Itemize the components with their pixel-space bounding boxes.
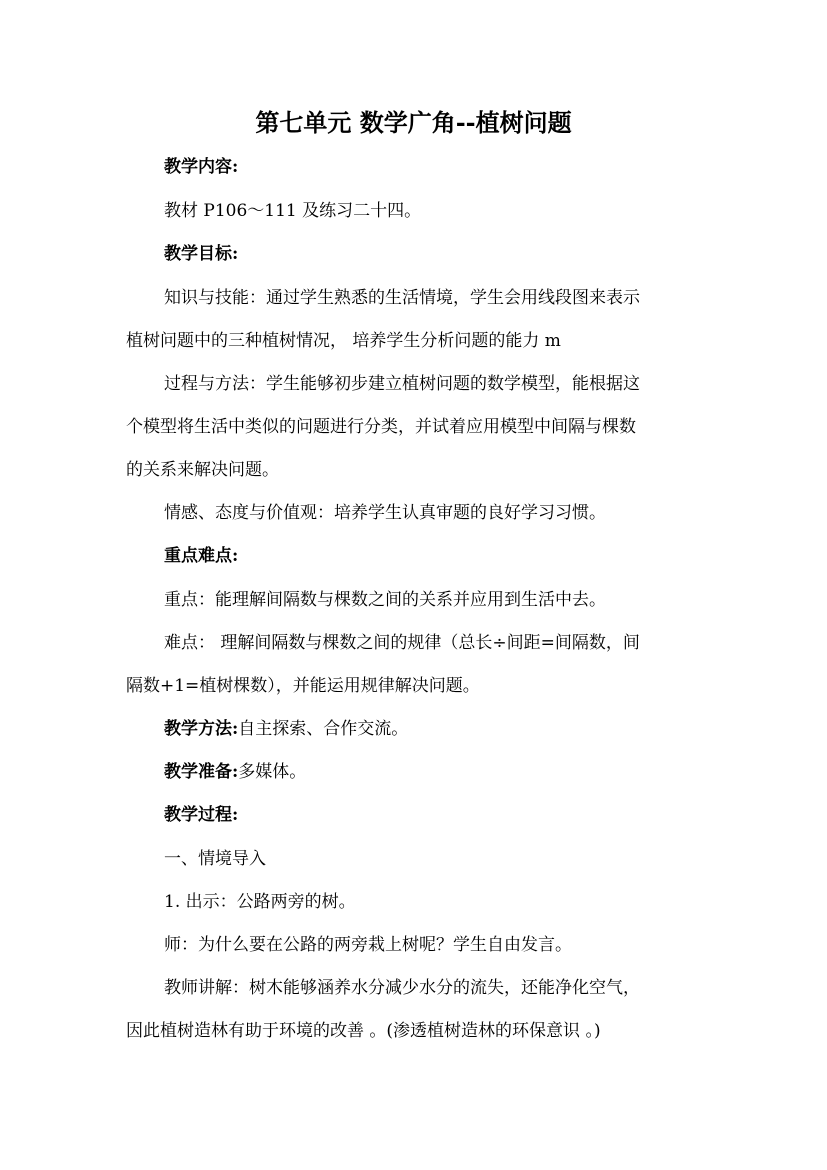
method-text: 自主探索、合作交流。 xyxy=(238,719,409,739)
paragraph-goal2-line2: 个模型将生活中类似的问题进行分类，并试着应用模型中间隔与棵数 xyxy=(126,417,636,437)
prep-text: 多媒体。 xyxy=(238,762,307,782)
paragraph-teacher-question: 师：为什么要在公路的两旁栽上树呢？学生自由发言。 xyxy=(164,935,572,955)
heading-teaching-goals: 教学目标: xyxy=(164,244,239,264)
paragraph-preparation xyxy=(164,761,306,783)
paragraph-explanation-line1: 教师讲解：树木能够涵养水分减少水分的流失，还能净化空气， xyxy=(164,978,640,998)
heading-key-points: 重点难点: xyxy=(164,546,239,566)
paragraph-key-point: 重点：能理解间隔数与棵数之间的关系并应用到生活中去。 xyxy=(164,590,606,610)
paragraph-difficulty-line2: 隔数+1=植树棵数），并能运用规律解决问题。 xyxy=(126,676,480,696)
paragraph-goal2-line3: 的关系来解决问题。 xyxy=(126,460,279,480)
document-title: 第七单元 数学广角--植树问题 xyxy=(255,108,572,137)
prep-label: 教学准备: xyxy=(164,762,239,782)
heading-teaching-content: 教学内容: xyxy=(164,157,239,177)
paragraph-explanation-line2: 因此植树造林有助于环境的改善 。(渗透植树造林的环保意识 。) xyxy=(126,1021,601,1041)
paragraph-goal2-line1: 过程与方法：学生能够初步建立植树问题的数学模型，能根据这 xyxy=(164,374,640,394)
section-heading-1: 一、情境导入 xyxy=(164,849,266,869)
paragraph-goal1-line1: 知识与技能：通过学生熟悉的生活情境，学生会用线段图来表示 xyxy=(164,288,640,308)
paragraph-step1: 1. 出示：公路两旁的树。 xyxy=(164,892,356,912)
paragraph-difficulty-line1: 难点： 理解间隔数与棵数之间的规律（总长÷间距=间隔数，间 xyxy=(164,633,640,653)
paragraph-method xyxy=(164,718,408,740)
heading-teaching-process: 教学过程: xyxy=(164,805,239,825)
paragraph-goal1-line2: 植树问题中的三种植树情况， 培养学生分析问题的能力 m xyxy=(126,331,561,351)
paragraph-content: 教材 P106～111 及练习二十四。 xyxy=(164,201,422,221)
method-label: 教学方法: xyxy=(164,719,239,739)
paragraph-goal3: 情感、态度与价值观：培养学生认真审题的良好学习习惯。 xyxy=(164,503,606,523)
